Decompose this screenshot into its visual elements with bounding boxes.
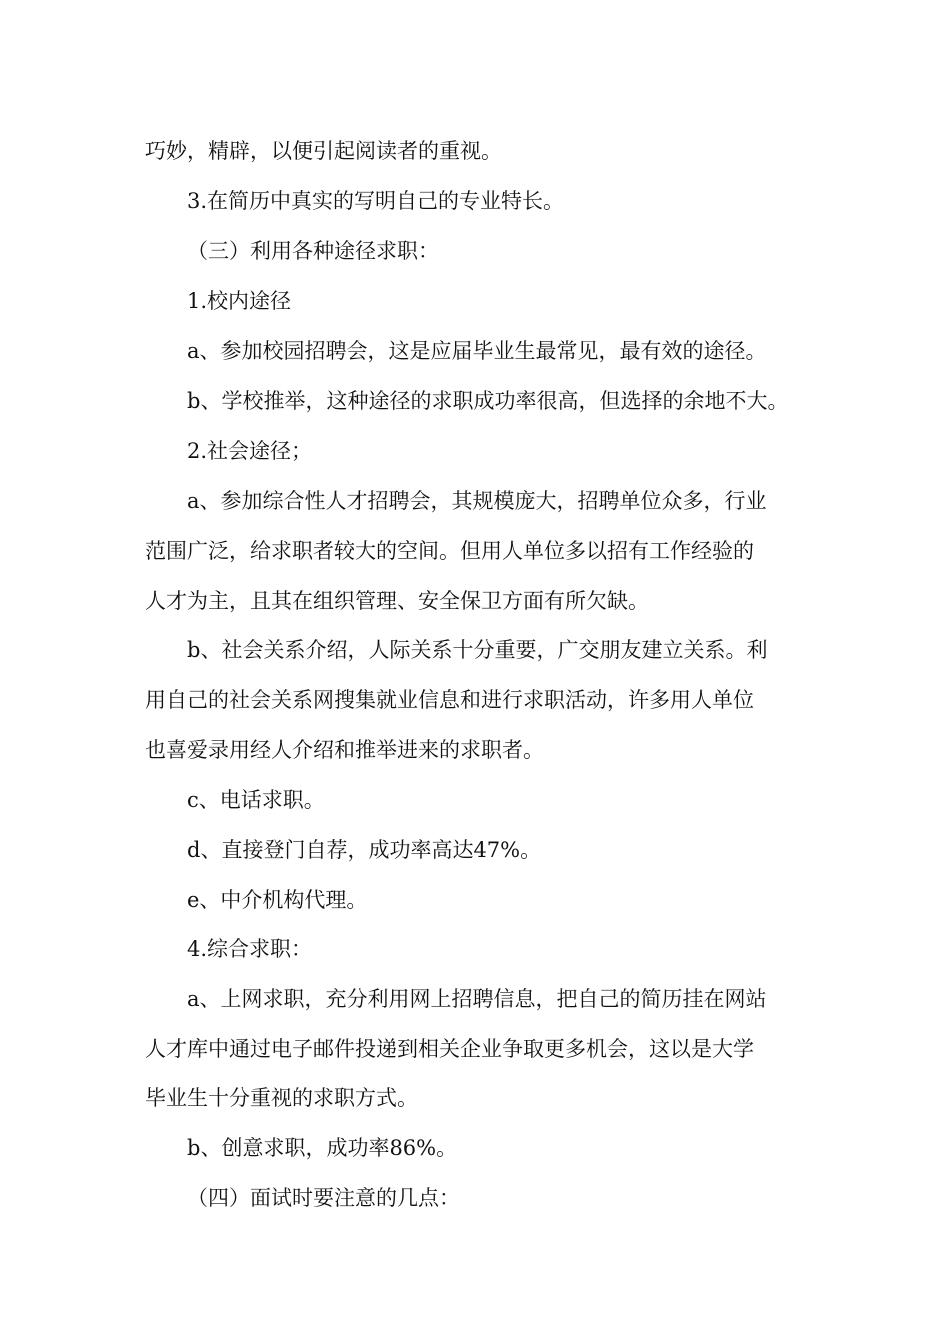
text-line: （四）面试时要注意的几点： xyxy=(187,1186,460,1210)
text-line: b、社会关系介绍，人际关系十分重要，广交朋友建立关系。利 xyxy=(187,638,768,662)
text-line: 2.社会途径； xyxy=(187,439,313,463)
text-line: 范围广泛，给求职者较大的空间。但用人单位多以招有工作经验的 xyxy=(145,539,754,563)
text-line: 用自己的社会关系网搜集就业信息和进行求职活动，许多用人单位 xyxy=(145,688,754,712)
text-line: 巧妙，精辟，以便引起阅读者的重视。 xyxy=(145,139,502,163)
text-line: a、参加校园招聘会，这是应届毕业生最常见，最有效的途径。 xyxy=(187,339,767,363)
text-line: 毕业生十分重视的求职方式。 xyxy=(145,1086,418,1110)
text-line: 4.综合求职： xyxy=(187,937,313,961)
text-line: a、上网求职，充分利用网上招聘信息，把自己的简历挂在网站 xyxy=(187,987,767,1011)
text-line: b、学校推举，这种途径的求职成功率很高，但选择的余地不大。 xyxy=(187,389,789,413)
text-line: c、电话求职。 xyxy=(187,788,325,812)
text-line: d、直接登门自荐，成功率高达47%。 xyxy=(187,838,542,862)
text-line: 3.在简历中真实的写明自己的专业特长。 xyxy=(187,189,565,213)
text-line: 人才库中通过电子邮件投递到相关企业争取更多机会，这以是大学 xyxy=(145,1037,754,1061)
text-line: 也喜爱录用经人介绍和推举进来的求职者。 xyxy=(145,738,544,762)
text-line: b、创意求职，成功率86%。 xyxy=(187,1136,458,1160)
text-line: 1.校内途径 xyxy=(187,289,292,313)
text-line: 人才为主，且其在组织管理、安全保卫方面有所欠缺。 xyxy=(145,589,649,613)
text-line: （三）利用各种途径求职： xyxy=(187,239,439,263)
text-line: a、参加综合性人才招聘会，其规模庞大，招聘单位众多，行业 xyxy=(187,489,767,513)
text-line: e、中介机构代理。 xyxy=(187,888,368,912)
